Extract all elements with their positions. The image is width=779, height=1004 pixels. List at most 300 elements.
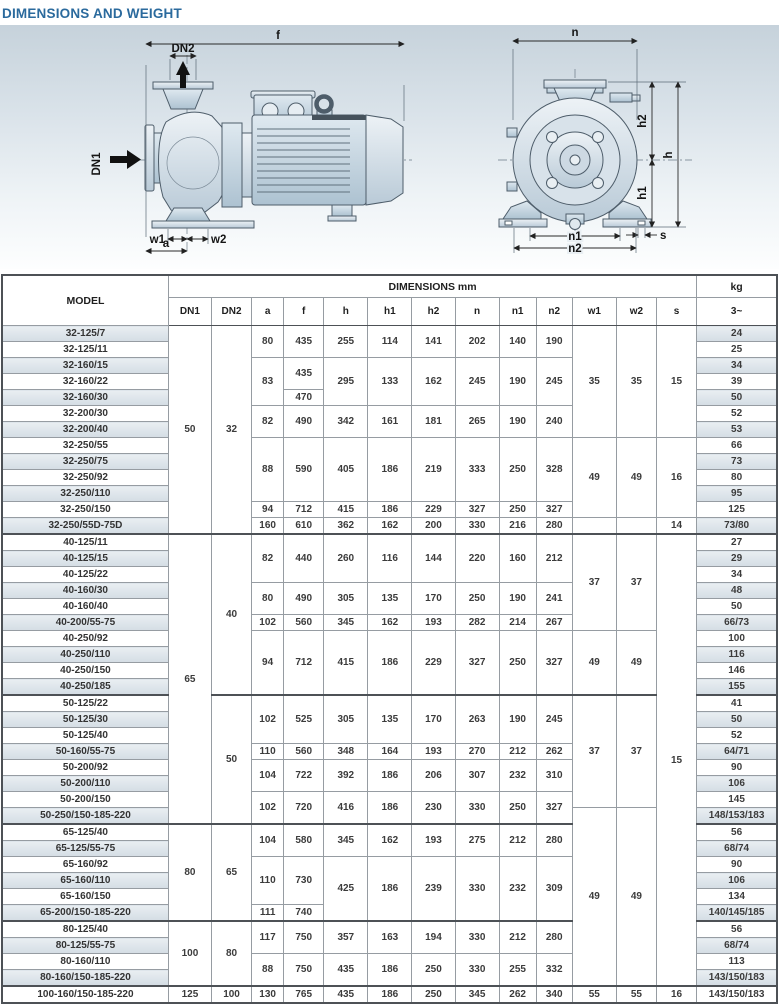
dim-cell-n: 245 [455, 358, 499, 406]
dim-cell-h2: 162 [412, 358, 455, 406]
dim-cell-a: 94 [252, 502, 284, 518]
model-cell: 50-250/150-185-220 [2, 808, 168, 825]
dim-cell-n: 345 [455, 986, 499, 1003]
dim-cell-n: 220 [455, 534, 499, 583]
dim-cell-a: 102 [252, 695, 284, 744]
dim-cell-a: 104 [252, 824, 284, 857]
dim-cell-f: 560 [284, 615, 324, 631]
dim-cell-n: 270 [455, 744, 499, 760]
kg-column-header: kg [697, 275, 777, 298]
weight-cell: 148/153/183 [697, 808, 777, 825]
weight-cell: 66/73 [697, 615, 777, 631]
dim-cell-dn1: 100 [168, 921, 211, 986]
dim-cell-n: 333 [455, 438, 499, 502]
dim-cell-h2: 193 [412, 615, 455, 631]
dim-cell-n2: 190 [536, 326, 572, 358]
dim-cell-n: 330 [455, 921, 499, 954]
dim-cell-h1: 162 [368, 518, 412, 535]
dim-cell-h: 305 [324, 583, 368, 615]
dim-label-n2: n2 [568, 243, 582, 255]
dim-cell-a: 117 [252, 921, 284, 954]
dim-cell-f: 765 [284, 986, 324, 1003]
dim-cell-h: 345 [324, 615, 368, 631]
dim-cell-h: 255 [324, 326, 368, 358]
dim-cell-dn2: 40 [211, 534, 251, 695]
dim-cell-h: 435 [324, 954, 368, 987]
dim-label-h2: h2 [637, 114, 649, 128]
model-cell: 40-125/22 [2, 567, 168, 583]
dim-cell-n: 330 [455, 518, 499, 535]
weight-cell: 145 [697, 792, 777, 808]
dim-cell-a: 82 [252, 534, 284, 583]
model-cell: 32-160/15 [2, 358, 168, 374]
dim-cell-h1: 186 [368, 631, 412, 696]
weight-cell: 125 [697, 502, 777, 518]
dim-cell-w1: 49 [572, 808, 616, 987]
dim-cell-n: 327 [455, 631, 499, 696]
dim-cell-h: 345 [324, 824, 368, 857]
dim-cell-w2: 49 [616, 808, 656, 987]
weight-cell: 90 [697, 857, 777, 873]
weight-cell: 56 [697, 824, 777, 841]
dim-cell-h1: 186 [368, 986, 412, 1003]
dim-cell-f: 490 [284, 583, 324, 615]
model-cell: 50-125/22 [2, 695, 168, 712]
dim-cell-n1: 160 [499, 534, 536, 583]
weight-cell: 50 [697, 599, 777, 615]
model-cell: 50-160/55-75 [2, 744, 168, 760]
dim-cell-w1: 37 [572, 534, 616, 631]
model-cell: 80-160/110 [2, 954, 168, 970]
weight-cell: 39 [697, 374, 777, 390]
weight-cell: 41 [697, 695, 777, 712]
dim-cell-h2: 170 [412, 695, 455, 744]
dim-cell-a: 160 [252, 518, 284, 535]
page-title: DIMENSIONS AND WEIGHT [2, 6, 182, 21]
model-cell: 40-250/92 [2, 631, 168, 647]
dim-cell-f: 470 [284, 390, 324, 406]
dim-cell-h2: 193 [412, 744, 455, 760]
dim-cell-h1: 164 [368, 744, 412, 760]
dim-cell-a: 80 [252, 583, 284, 615]
dim-label-a: a [162, 238, 170, 250]
dim-cell-h1: 186 [368, 760, 412, 792]
weight-cell: 25 [697, 342, 777, 358]
model-cell: 100-160/150-185-220 [2, 986, 168, 1003]
dim-cell-n1: 232 [499, 760, 536, 792]
dim-cell-n1: 190 [499, 358, 536, 406]
dim-cell-h: 295 [324, 358, 368, 406]
weight-cell: 100 [697, 631, 777, 647]
dim-cell-h2: 141 [412, 326, 455, 358]
dim-cell-n1: 190 [499, 583, 536, 615]
model-cell: 32-160/22 [2, 374, 168, 390]
dim-cell-w2: 49 [616, 631, 656, 696]
dim-cell-n: 202 [455, 326, 499, 358]
dim-cell-n: 330 [455, 857, 499, 922]
dim-cell-f: 435 [284, 326, 324, 358]
dim-cell-a: 104 [252, 760, 284, 792]
dim-cell-n1: 212 [499, 824, 536, 857]
dim-cell-dn1: 125 [168, 986, 211, 1003]
dim-cell-f: 712 [284, 502, 324, 518]
model-cell: 40-125/15 [2, 551, 168, 567]
dim-label-dn2: DN2 [171, 43, 195, 55]
dim-cell-dn1: 80 [168, 824, 211, 921]
dim-cell-n: 265 [455, 406, 499, 438]
dim-cell-w2: 55 [616, 986, 656, 1003]
pump-front-view [498, 27, 692, 255]
dim-cell-w2: 37 [616, 695, 656, 808]
dim-cell-w2: 49 [616, 438, 656, 518]
model-cell: 40-160/30 [2, 583, 168, 599]
dim-cell-h2: 229 [412, 631, 455, 696]
weight-cell: 24 [697, 326, 777, 342]
col-header-n1: n1 [499, 298, 536, 326]
dim-cell-a: 110 [252, 744, 284, 760]
dim-cell-h2: 144 [412, 534, 455, 583]
dim-cell-h1: 186 [368, 502, 412, 518]
weight-cell: 143/150/183 [697, 970, 777, 987]
model-cell: 50-200/92 [2, 760, 168, 776]
dim-cell-h: 405 [324, 438, 368, 502]
model-column-header: MODEL [2, 275, 168, 326]
dim-cell-h: 348 [324, 744, 368, 760]
dim-cell-s: 16 [656, 986, 696, 1003]
model-cell: 40-250/150 [2, 663, 168, 679]
dim-cell-h1: 161 [368, 406, 412, 438]
dim-cell-h1: 116 [368, 534, 412, 583]
dim-cell-h: 260 [324, 534, 368, 583]
dim-cell-h2: 250 [412, 986, 455, 1003]
col-header-h1: h1 [368, 298, 412, 326]
dim-cell-f: 490 [284, 406, 324, 438]
dim-cell-f: 610 [284, 518, 324, 535]
dim-cell-w1: 49 [572, 438, 616, 518]
col-header-w2: w2 [616, 298, 656, 326]
dim-cell-s: 15 [656, 326, 696, 438]
dim-cell-n2: 245 [536, 695, 572, 744]
model-cell: 40-125/11 [2, 534, 168, 551]
flow-arrow-up-icon [176, 61, 190, 75]
table-row [2, 986, 777, 1003]
dim-cell-a: 94 [252, 631, 284, 696]
model-cell: 65-200/150-185-220 [2, 905, 168, 922]
dim-label-w1: w1 [149, 234, 165, 246]
weight-cell: 66 [697, 438, 777, 454]
dim-cell-h: 392 [324, 760, 368, 792]
dim-cell-h1: 186 [368, 438, 412, 502]
weight-cell: 48 [697, 583, 777, 599]
weight-cell: 113 [697, 954, 777, 970]
dim-label-w2: w2 [211, 234, 227, 246]
dim-cell-s: 15 [656, 534, 696, 986]
dim-cell-a: 130 [252, 986, 284, 1003]
model-cell: 80-125/55-75 [2, 938, 168, 954]
weight-cell: 106 [697, 873, 777, 889]
dim-cell-n1: 262 [499, 986, 536, 1003]
dim-cell-a: 88 [252, 954, 284, 987]
dim-cell-h: 362 [324, 518, 368, 535]
dim-cell-h: 357 [324, 921, 368, 954]
dim-cell-w2 [616, 518, 656, 535]
dim-cell-h1: 163 [368, 921, 412, 954]
dim-label-n: n [571, 27, 579, 39]
dim-label-s: s [660, 230, 667, 242]
dim-label-h: h [663, 151, 675, 159]
weight-cell: 143/150/183 [697, 986, 777, 1003]
dim-cell-dn1: 50 [168, 326, 211, 535]
dim-cell-h1: 186 [368, 954, 412, 987]
weight-cell: 52 [697, 406, 777, 422]
dim-cell-dn2: 65 [211, 824, 251, 921]
dim-cell-n2: 340 [536, 986, 572, 1003]
dim-cell-a: 82 [252, 406, 284, 438]
dim-cell-a: 88 [252, 438, 284, 502]
dim-cell-n2: 212 [536, 534, 572, 583]
dim-cell-h2: 170 [412, 583, 455, 615]
model-cell: 50-200/110 [2, 776, 168, 792]
dim-cell-n1: 190 [499, 406, 536, 438]
dim-cell-f: 712 [284, 631, 324, 696]
dim-cell-n: 330 [455, 954, 499, 987]
model-cell: 65-160/150 [2, 889, 168, 905]
weight-cell: 140/145/185 [697, 905, 777, 922]
weight-cell: 134 [697, 889, 777, 905]
dim-cell-n2: 280 [536, 824, 572, 857]
dim-cell-h1: 162 [368, 615, 412, 631]
dim-cell-h2: 250 [412, 954, 455, 987]
col-header-s: s [656, 298, 696, 326]
model-cell: 40-250/185 [2, 679, 168, 696]
weight-cell: 116 [697, 647, 777, 663]
dim-cell-w1: 35 [572, 326, 616, 438]
dim-cell-f: 722 [284, 760, 324, 792]
dim-cell-n1: 190 [499, 695, 536, 744]
dim-cell-h2: 229 [412, 502, 455, 518]
col-header-a: a [252, 298, 284, 326]
model-cell: 65-160/110 [2, 873, 168, 889]
dim-cell-h1: 114 [368, 326, 412, 358]
dim-cell-h2: 193 [412, 824, 455, 857]
dim-cell-n2: 327 [536, 631, 572, 696]
dimensions-weight-table [1, 274, 778, 1004]
dim-cell-w2: 35 [616, 326, 656, 438]
dim-cell-s: 14 [656, 518, 696, 535]
flow-arrow-right-icon [127, 150, 141, 169]
dim-cell-f: 440 [284, 534, 324, 583]
dim-cell-h: 305 [324, 695, 368, 744]
model-cell: 32-250/150 [2, 502, 168, 518]
dim-cell-h2: 219 [412, 438, 455, 502]
dim-cell-h1: 135 [368, 695, 412, 744]
pump-dimension-drawing [0, 25, 779, 269]
dim-cell-h1: 135 [368, 583, 412, 615]
model-cell: 50-125/40 [2, 728, 168, 744]
dim-cell-w2: 37 [616, 534, 656, 631]
weight-cell: 90 [697, 760, 777, 776]
weight-cell: 50 [697, 712, 777, 728]
model-cell: 32-125/11 [2, 342, 168, 358]
weight-cell: 34 [697, 358, 777, 374]
dim-label-n1: n1 [568, 231, 582, 243]
dim-cell-a: 80 [252, 326, 284, 358]
weight-cell: 146 [697, 663, 777, 679]
dim-cell-a: 102 [252, 615, 284, 631]
dim-cell-n1: 214 [499, 615, 536, 631]
dim-cell-n1: 216 [499, 518, 536, 535]
dim-cell-n1: 250 [499, 792, 536, 825]
dim-cell-dn2: 80 [211, 921, 251, 986]
table-row [2, 326, 777, 342]
table-body [2, 326, 777, 1004]
weight-cell: 27 [697, 534, 777, 551]
dim-cell-s: 16 [656, 438, 696, 518]
dim-cell-f: 720 [284, 792, 324, 825]
col-header-dn2: DN2 [211, 298, 251, 326]
dim-cell-n2: 241 [536, 583, 572, 615]
table-row [2, 438, 777, 454]
weight-cell: 56 [697, 921, 777, 938]
col-header-dn1: DN1 [168, 298, 211, 326]
pump-side-view [91, 30, 412, 253]
dim-cell-w1: 49 [572, 631, 616, 696]
dim-cell-n1: 250 [499, 631, 536, 696]
model-cell: 40-200/55-75 [2, 615, 168, 631]
weight-cell: 80 [697, 470, 777, 486]
weight-cell: 34 [697, 567, 777, 583]
model-cell: 32-250/110 [2, 486, 168, 502]
dim-cell-h1: 133 [368, 358, 412, 406]
model-cell: 80-125/40 [2, 921, 168, 938]
dim-cell-n2: 280 [536, 921, 572, 954]
weight-cell: 95 [697, 486, 777, 502]
dim-cell-n1: 140 [499, 326, 536, 358]
model-cell: 40-250/110 [2, 647, 168, 663]
dim-label-dn1: DN1 [91, 152, 103, 176]
model-cell: 80-160/150-185-220 [2, 970, 168, 987]
model-cell: 32-125/7 [2, 326, 168, 342]
dim-cell-dn2: 50 [211, 695, 251, 824]
dim-cell-n2: 240 [536, 406, 572, 438]
dim-cell-n: 282 [455, 615, 499, 631]
dim-cell-a: 111 [252, 905, 284, 922]
dim-cell-h: 415 [324, 502, 368, 518]
dim-cell-n2: 280 [536, 518, 572, 535]
dim-cell-n2: 327 [536, 792, 572, 825]
col-header-n2: n2 [536, 298, 572, 326]
dim-cell-h2: 230 [412, 792, 455, 825]
table-row [2, 518, 777, 535]
dim-label-f: f [276, 30, 280, 42]
dim-cell-n2: 310 [536, 760, 572, 792]
model-cell: 32-160/30 [2, 390, 168, 406]
weight-cell: 68/74 [697, 841, 777, 857]
dim-cell-f: 580 [284, 824, 324, 857]
pump-drawings-panel [0, 25, 779, 269]
dim-cell-n1: 255 [499, 954, 536, 987]
model-cell: 32-250/75 [2, 454, 168, 470]
model-cell: 65-160/92 [2, 857, 168, 873]
dim-cell-h2: 239 [412, 857, 455, 922]
dim-cell-f: 590 [284, 438, 324, 502]
model-cell: 32-200/40 [2, 422, 168, 438]
col-header-f: f [284, 298, 324, 326]
dim-cell-n2: 309 [536, 857, 572, 922]
weight-cell: 73/80 [697, 518, 777, 535]
table-row [2, 534, 777, 551]
dim-cell-n: 330 [455, 792, 499, 825]
dim-cell-a: 83 [252, 358, 284, 406]
dim-cell-n2: 262 [536, 744, 572, 760]
dim-cell-dn2: 100 [211, 986, 251, 1003]
dim-cell-h1: 162 [368, 824, 412, 857]
dim-cell-h1: 186 [368, 792, 412, 825]
kg-phase-subheader: 3~ [697, 298, 777, 326]
dim-cell-h: 416 [324, 792, 368, 825]
dim-cell-n1: 232 [499, 857, 536, 922]
weight-cell: 64/71 [697, 744, 777, 760]
dim-cell-dn2: 32 [211, 326, 251, 535]
dim-cell-n: 327 [455, 502, 499, 518]
model-cell: 50-125/30 [2, 712, 168, 728]
model-cell: 32-250/55 [2, 438, 168, 454]
weight-cell: 73 [697, 454, 777, 470]
dim-cell-f: 730 [284, 857, 324, 905]
dim-cell-n2: 267 [536, 615, 572, 631]
dim-cell-a: 102 [252, 792, 284, 825]
model-cell: 32-200/30 [2, 406, 168, 422]
dim-cell-h: 342 [324, 406, 368, 438]
model-cell: 50-200/150 [2, 792, 168, 808]
col-header-w1: w1 [572, 298, 616, 326]
dim-cell-h2: 200 [412, 518, 455, 535]
model-cell: 65-125/40 [2, 824, 168, 841]
dim-cell-n2: 332 [536, 954, 572, 987]
dim-cell-h: 425 [324, 857, 368, 922]
weight-cell: 155 [697, 679, 777, 696]
dim-cell-n1: 250 [499, 502, 536, 518]
dim-cell-n: 275 [455, 824, 499, 857]
weight-cell: 53 [697, 422, 777, 438]
dim-cell-n2: 245 [536, 358, 572, 406]
dim-cell-h: 415 [324, 631, 368, 696]
model-cell: 40-160/40 [2, 599, 168, 615]
dim-label-h1: h1 [637, 186, 649, 200]
dim-cell-w1: 55 [572, 986, 616, 1003]
dim-cell-w1: 37 [572, 695, 616, 808]
weight-cell: 29 [697, 551, 777, 567]
col-header-h2: h2 [412, 298, 455, 326]
dimensions-group-header: DIMENSIONS mm [168, 275, 696, 298]
model-cell: 32-250/92 [2, 470, 168, 486]
col-header-n: n [455, 298, 499, 326]
dim-cell-f: 750 [284, 921, 324, 954]
model-cell: 65-125/55-75 [2, 841, 168, 857]
dim-cell-f: 750 [284, 954, 324, 987]
weight-cell: 52 [697, 728, 777, 744]
dim-cell-a: 110 [252, 857, 284, 905]
dim-cell-h2: 194 [412, 921, 455, 954]
model-cell: 32-250/55D-75D [2, 518, 168, 535]
dim-cell-dn1: 65 [168, 534, 211, 824]
dim-cell-h2: 181 [412, 406, 455, 438]
dim-cell-f: 560 [284, 744, 324, 760]
dim-cell-n1: 212 [499, 921, 536, 954]
dim-cell-n2: 328 [536, 438, 572, 502]
col-header-h: h [324, 298, 368, 326]
dim-cell-n1: 212 [499, 744, 536, 760]
